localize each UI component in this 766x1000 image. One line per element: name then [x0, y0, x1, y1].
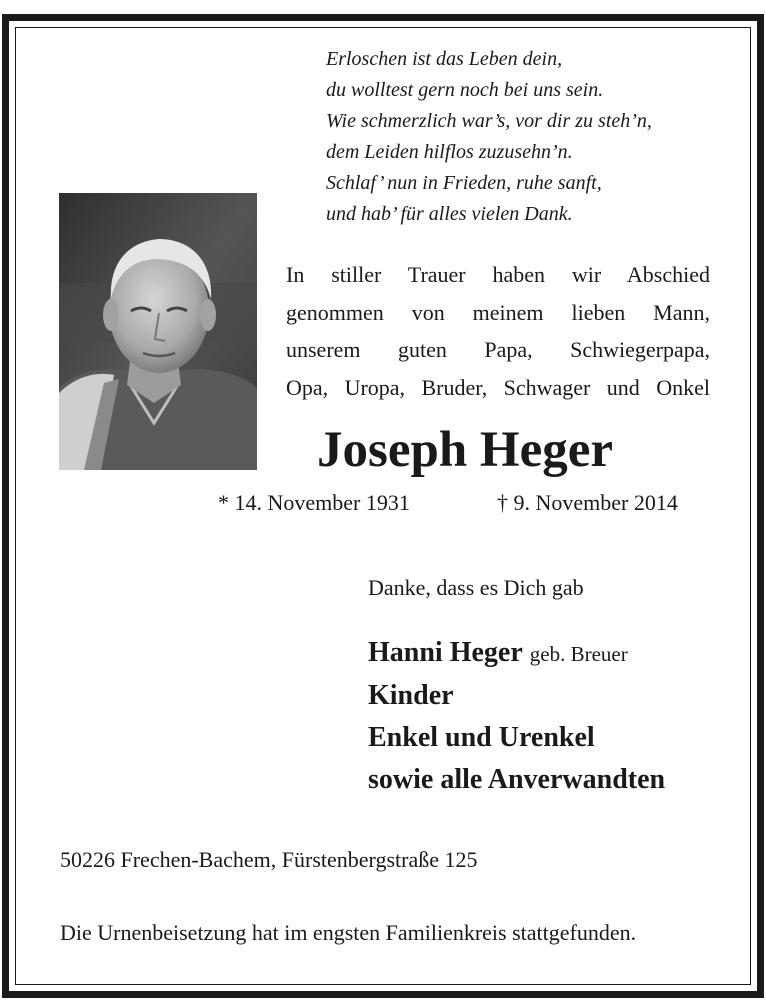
burial-notice: Die Urnenbeisetzung hat im engsten Familienkreis stattgefunden. [60, 920, 637, 945]
poem-line: Schlaf’ nun in Frieden, ruhe sanft, [326, 172, 602, 194]
address: 50226 Frechen-Bachem, Fürstenbergstraße 125 [60, 847, 478, 872]
poem [326, 44, 726, 230]
mourners-block [368, 632, 665, 801]
intro-text [286, 256, 710, 406]
mourner-children: Kinder [368, 680, 454, 711]
portrait-photo [59, 193, 257, 470]
intro-line: Opa, Uropa, Bruder, Schwager und Onkel [286, 374, 710, 400]
mourner-grandchildren: Enkel und Urenkel [368, 722, 595, 753]
spouse-maiden-name: geb. Breuer [529, 642, 628, 666]
poem-line: und hab’ für alles vielen Dank. [326, 203, 573, 225]
intro-line: genommen von meinem lieben Mann, [286, 299, 710, 325]
poem-line: Wie schmerzlich war’s, vor dir zu steh’n, [326, 110, 652, 132]
intro-line: In stiller Trauer haben wir Abschied [286, 262, 710, 287]
mourner-spouse [368, 632, 665, 675]
mourner-relatives: sowie alle Anverwandten [368, 764, 666, 795]
birth-date: * 14. November 1931 [218, 490, 410, 515]
death-date: † 9. November 2014 [497, 490, 678, 515]
poem-line: du wolltest gern noch bei uns sein. [326, 79, 604, 101]
poem-line: Erloschen ist das Leben dein, [326, 48, 563, 70]
deceased-name: Joseph Heger [316, 422, 614, 478]
intro-line: unserem guten Papa, Schwiegerpapa, [286, 337, 710, 362]
thanks-line: Danke, dass es Dich gab [368, 575, 584, 600]
poem-line: dem Leiden hilflos zuzusehn’n. [326, 141, 573, 163]
spouse-name: Hanni Heger [368, 637, 523, 668]
